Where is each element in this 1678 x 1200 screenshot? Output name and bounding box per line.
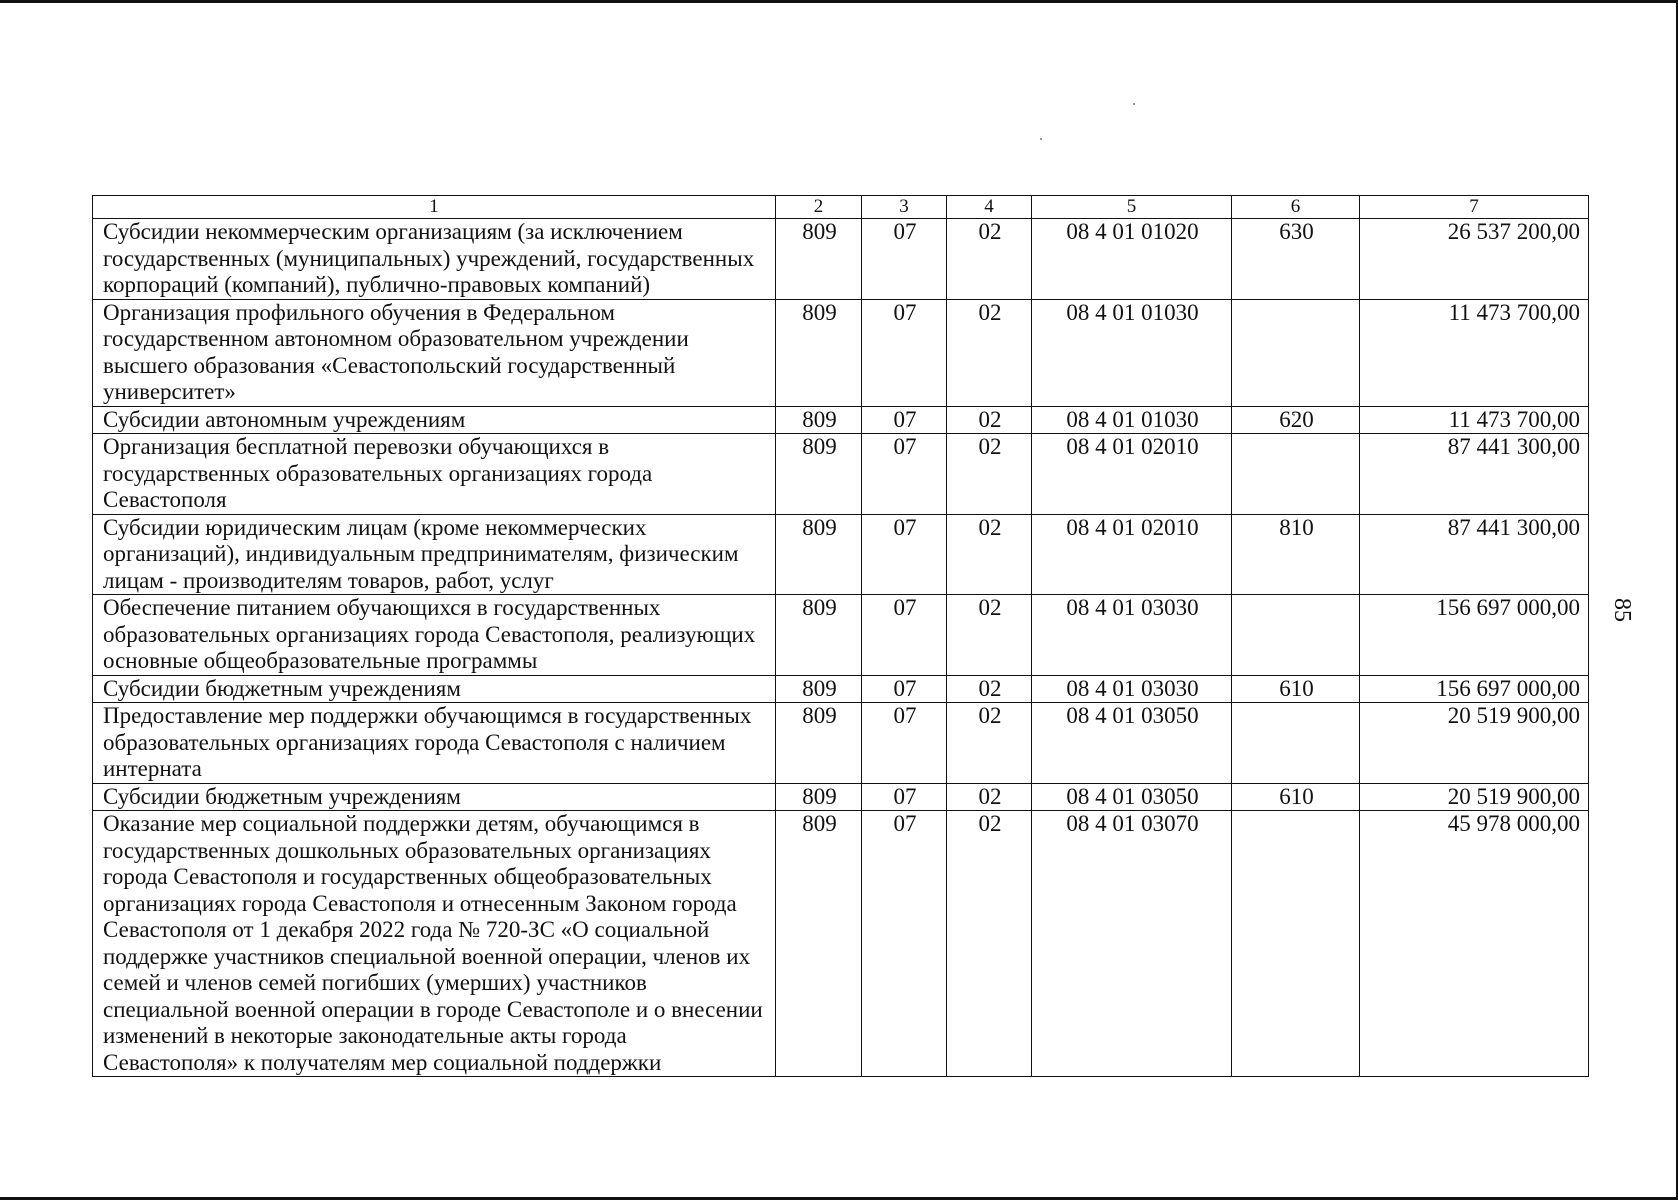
target-article-code: 08 4 01 01030 bbox=[1032, 406, 1232, 434]
expense-type-code bbox=[1232, 595, 1360, 676]
admin-code: 809 bbox=[776, 299, 862, 406]
subsection-code: 02 bbox=[947, 514, 1032, 595]
section-code: 07 bbox=[862, 783, 947, 811]
subsection-code: 02 bbox=[947, 406, 1032, 434]
expense-type-code bbox=[1232, 811, 1360, 1077]
expense-type-code: 610 bbox=[1232, 783, 1360, 811]
amount: 26 537 200,00 bbox=[1360, 219, 1589, 300]
amount: 156 697 000,00 bbox=[1360, 595, 1589, 676]
subsection-code: 02 bbox=[947, 703, 1032, 784]
item-name: Субсидии некоммерческим организациям (за исключением государственных (муниципальных) учреждений, государственных корпораций (компаний), публично-правовых компаний) bbox=[93, 219, 776, 300]
section-code: 07 bbox=[862, 595, 947, 676]
target-article-code: 08 4 01 03050 bbox=[1032, 783, 1232, 811]
item-name: Организация бесплатной перевозки обучающихся в государственных образовательных организациях города Севастополя bbox=[93, 434, 776, 515]
item-name: Субсидии бюджетным учреждениям bbox=[93, 783, 776, 811]
expense-type-code: 810 bbox=[1232, 514, 1360, 595]
table-row bbox=[93, 783, 1589, 811]
column-header: 3 bbox=[862, 196, 947, 219]
table-row bbox=[93, 703, 1589, 784]
column-header: 2 bbox=[776, 196, 862, 219]
table-header-row bbox=[93, 196, 1589, 219]
scan-speck bbox=[1040, 138, 1042, 140]
target-article-code: 08 4 01 01020 bbox=[1032, 219, 1232, 300]
expense-type-code: 620 bbox=[1232, 406, 1360, 434]
table-row bbox=[93, 299, 1589, 406]
target-article-code: 08 4 01 02010 bbox=[1032, 514, 1232, 595]
section-code: 07 bbox=[862, 219, 947, 300]
item-name: Субсидии юридическим лицам (кроме некоммерческих организаций), индивидуальным предпринимателям, физическим лицам - производителям товаров, работ, услуг bbox=[93, 514, 776, 595]
amount: 45 978 000,00 bbox=[1360, 811, 1589, 1077]
table-row bbox=[93, 434, 1589, 515]
item-name: Оказание мер социальной поддержки детям, обучающимся в государственных дошкольных образовательных организациях города Севастополя и государственных общеобразовательных организациях города Севастополя и отнесенным Законом города Севастополя от 1 декабря 2022 года № 720-ЗС «О социальной поддержке участников специальной военной операции, членов их семей и членов семей погибших (умерших) участников специальной военной операции в городе Севастополе и о внесении изменений в некоторые законодательные акты города Севастополя» к получателям мер социальной поддержки bbox=[93, 811, 776, 1077]
admin-code: 809 bbox=[776, 703, 862, 784]
scan-speck bbox=[1133, 103, 1135, 105]
column-header: 5 bbox=[1032, 196, 1232, 219]
target-article-code: 08 4 01 03030 bbox=[1032, 595, 1232, 676]
item-name: Организация профильного обучения в Федеральном государственном автономном образовательном учреждении высшего образования «Севастопольский государственный университет» bbox=[93, 299, 776, 406]
scan-edge-top bbox=[0, 0, 1678, 3]
expense-type-code bbox=[1232, 703, 1360, 784]
section-code: 07 bbox=[862, 434, 947, 515]
item-name: Обеспечение питанием обучающихся в государственных образовательных организациях города Севастополя, реализующих основные общеобразовательные программы bbox=[93, 595, 776, 676]
page-number: 85 bbox=[1609, 598, 1635, 622]
expense-type-code: 610 bbox=[1232, 675, 1360, 703]
amount: 156 697 000,00 bbox=[1360, 675, 1589, 703]
admin-code: 809 bbox=[776, 675, 862, 703]
admin-code: 809 bbox=[776, 406, 862, 434]
subsection-code: 02 bbox=[947, 783, 1032, 811]
admin-code: 809 bbox=[776, 783, 862, 811]
item-name: Предоставление мер поддержки обучающимся в государственных образовательных организациях города Севастополя с наличием интерната bbox=[93, 703, 776, 784]
amount: 87 441 300,00 bbox=[1360, 514, 1589, 595]
section-code: 07 bbox=[862, 703, 947, 784]
amount: 20 519 900,00 bbox=[1360, 783, 1589, 811]
section-code: 07 bbox=[862, 406, 947, 434]
item-name: Субсидии бюджетным учреждениям bbox=[93, 675, 776, 703]
amount: 20 519 900,00 bbox=[1360, 703, 1589, 784]
amount: 11 473 700,00 bbox=[1360, 406, 1589, 434]
amount: 11 473 700,00 bbox=[1360, 299, 1589, 406]
subsection-code: 02 bbox=[947, 299, 1032, 406]
subsection-code: 02 bbox=[947, 595, 1032, 676]
item-name: Субсидии автономным учреждениям bbox=[93, 406, 776, 434]
table-row bbox=[93, 514, 1589, 595]
column-header: 1 bbox=[93, 196, 776, 219]
admin-code: 809 bbox=[776, 219, 862, 300]
target-article-code: 08 4 01 03070 bbox=[1032, 811, 1232, 1077]
budget-table bbox=[92, 195, 1589, 1077]
target-article-code: 08 4 01 03050 bbox=[1032, 703, 1232, 784]
admin-code: 809 bbox=[776, 595, 862, 676]
admin-code: 809 bbox=[776, 811, 862, 1077]
target-article-code: 08 4 01 03030 bbox=[1032, 675, 1232, 703]
table-row bbox=[93, 219, 1589, 300]
table-row bbox=[93, 406, 1589, 434]
target-article-code: 08 4 01 02010 bbox=[1032, 434, 1232, 515]
target-article-code: 08 4 01 01030 bbox=[1032, 299, 1232, 406]
column-header: 4 bbox=[947, 196, 1032, 219]
section-code: 07 bbox=[862, 675, 947, 703]
amount: 87 441 300,00 bbox=[1360, 434, 1589, 515]
expense-type-code bbox=[1232, 299, 1360, 406]
column-header: 7 bbox=[1360, 196, 1589, 219]
expense-type-code bbox=[1232, 434, 1360, 515]
section-code: 07 bbox=[862, 299, 947, 406]
table-row bbox=[93, 595, 1589, 676]
table-row bbox=[93, 675, 1589, 703]
subsection-code: 02 bbox=[947, 675, 1032, 703]
subsection-code: 02 bbox=[947, 434, 1032, 515]
admin-code: 809 bbox=[776, 514, 862, 595]
column-header: 6 bbox=[1232, 196, 1360, 219]
table-row bbox=[93, 811, 1589, 1077]
subsection-code: 02 bbox=[947, 811, 1032, 1077]
admin-code: 809 bbox=[776, 434, 862, 515]
subsection-code: 02 bbox=[947, 219, 1032, 300]
expense-type-code: 630 bbox=[1232, 219, 1360, 300]
section-code: 07 bbox=[862, 514, 947, 595]
section-code: 07 bbox=[862, 811, 947, 1077]
